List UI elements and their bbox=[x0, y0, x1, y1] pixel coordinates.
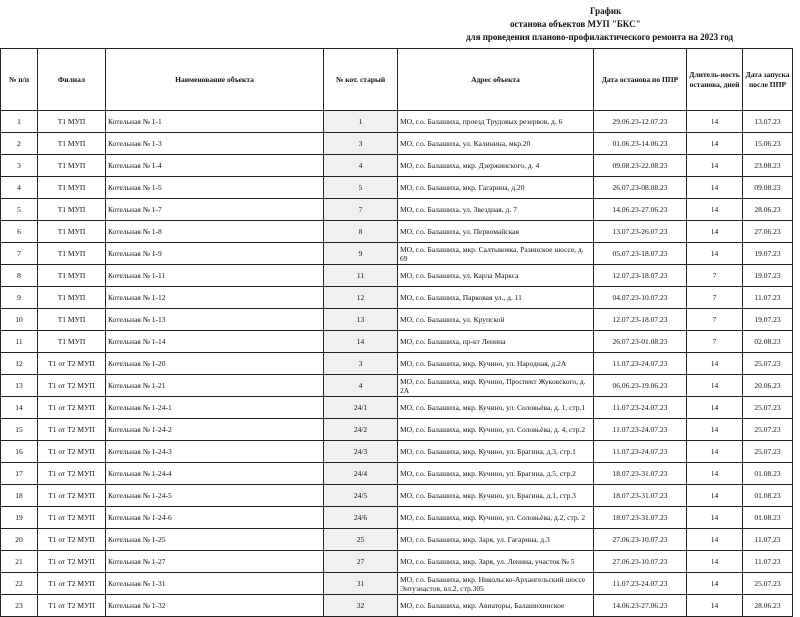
cell-stop-date: 12.07.23-18.07.23 bbox=[594, 265, 687, 287]
cell-branch: Т1 от Т2 МУП bbox=[38, 485, 106, 507]
cell-old-num: 14 bbox=[324, 331, 398, 353]
cell-object-name: Котельная № 1-1 bbox=[106, 111, 324, 133]
table-row bbox=[1, 419, 793, 441]
table-row bbox=[1, 243, 793, 265]
cell-stop-date: 05.07.23-18.07.23 bbox=[594, 243, 687, 265]
table-row bbox=[1, 177, 793, 199]
cell-old-num: 24/6 bbox=[324, 507, 398, 529]
cell-address: МО, г.о. Балашиха, мкр. Кучино, ул. Брагина, д.1, стр.3 bbox=[398, 485, 594, 507]
cell-stop-date: 06.06.23-19.06.23 bbox=[594, 375, 687, 397]
cell-address: МО, г.о. Балашиха, мкр. Кучино, ул. Соловьёва, д.2, стр. 2 bbox=[398, 507, 594, 529]
cell-branch: Т1 от Т2 МУП bbox=[38, 595, 106, 617]
cell-num: 12 bbox=[1, 353, 38, 375]
table-row bbox=[1, 265, 793, 287]
cell-object-name: Котельная № 1-24-4 bbox=[106, 463, 324, 485]
cell-num: 5 bbox=[1, 199, 38, 221]
cell-branch: Т1 МУП bbox=[38, 243, 106, 265]
cell-start-date: 19.07.23 bbox=[743, 309, 793, 331]
cell-duration: 14 bbox=[687, 133, 743, 155]
cell-branch: Т1 МУП bbox=[38, 199, 106, 221]
cell-start-date: 23.08.23 bbox=[743, 155, 793, 177]
cell-object-name: Котельная № 1-24-1 bbox=[106, 397, 324, 419]
cell-object-name: Котельная № 1-24-6 bbox=[106, 507, 324, 529]
cell-address: МО, г.о. Балашиха, мкр. Кучино, ул. Соловьёва, д. 1, стр.1 bbox=[398, 397, 594, 419]
cell-old-num: 9 bbox=[324, 243, 398, 265]
cell-old-num: 24/3 bbox=[324, 441, 398, 463]
cell-num: 3 bbox=[1, 155, 38, 177]
cell-old-num: 3 bbox=[324, 133, 398, 155]
cell-duration: 14 bbox=[687, 353, 743, 375]
cell-address: МО, г.о. Балашиха, пр-кт Ленина bbox=[398, 331, 594, 353]
cell-address: МО, г.о. Балашиха, ул. Калинина, мкр.20 bbox=[398, 133, 594, 155]
cell-num: 22 bbox=[1, 573, 38, 595]
cell-old-num: 24/2 bbox=[324, 419, 398, 441]
cell-num: 18 bbox=[1, 485, 38, 507]
cell-num: 19 bbox=[1, 507, 38, 529]
cell-object-name: Котельная № 1-24-2 bbox=[106, 419, 324, 441]
cell-duration: 14 bbox=[687, 463, 743, 485]
cell-start-date: 15.06.23 bbox=[743, 133, 793, 155]
document-title bbox=[0, 2, 800, 48]
cell-duration: 7 bbox=[687, 309, 743, 331]
cell-stop-date: 04.07.23-10.07.23 bbox=[594, 287, 687, 309]
cell-stop-date: 14.06.23-27.06.23 bbox=[594, 595, 687, 617]
cell-old-num: 11 bbox=[324, 265, 398, 287]
cell-branch: Т1 от Т2 МУП bbox=[38, 507, 106, 529]
cell-object-name: Котельная № 1-4 bbox=[106, 155, 324, 177]
cell-branch: Т1 от Т2 МУП bbox=[38, 375, 106, 397]
cell-stop-date: 12.07.23-18.07.23 bbox=[594, 309, 687, 331]
cell-branch: Т1 МУП bbox=[38, 265, 106, 287]
cell-stop-date: 11.07.23-24.07.23 bbox=[594, 573, 687, 595]
cell-old-num: 4 bbox=[324, 155, 398, 177]
title-line-2: останова объектов МУП "БКС" bbox=[510, 19, 641, 29]
cell-address: МО, г.о. Балашиха, мкр. Кучино, ул. Брагина, д.5, стр.2 bbox=[398, 463, 594, 485]
cell-stop-date: 18.07.23-31.07.23 bbox=[594, 485, 687, 507]
cell-branch: Т1 от Т2 МУП bbox=[38, 441, 106, 463]
cell-address: МО, г.о. Балашиха, проезд Трудовых резервов, д. 6 bbox=[398, 111, 594, 133]
cell-num: 7 bbox=[1, 243, 38, 265]
cell-object-name: Котельная № 1-11 bbox=[106, 265, 324, 287]
table-row bbox=[1, 485, 793, 507]
cell-duration: 14 bbox=[687, 375, 743, 397]
cell-old-num: 27 bbox=[324, 551, 398, 573]
cell-branch: Т1 МУП bbox=[38, 155, 106, 177]
table-row bbox=[1, 133, 793, 155]
cell-duration: 14 bbox=[687, 485, 743, 507]
cell-old-num: 13 bbox=[324, 309, 398, 331]
col-header-start-date: Дата запуска после ППР bbox=[743, 49, 793, 111]
cell-num: 8 bbox=[1, 265, 38, 287]
col-header-num: № п/п bbox=[1, 49, 38, 111]
cell-address: МО, г.о. Балашиха, мкр. Никольско-Архангельский шоссе Энтузиастов, вл.2, стр.305 bbox=[398, 573, 594, 595]
cell-stop-date: 11.07.23-24.07.23 bbox=[594, 441, 687, 463]
cell-address: МО, г.о. Балашиха, мкр. Дзержинского, д. 4 bbox=[398, 155, 594, 177]
col-header-name: Наименование объекта bbox=[106, 49, 324, 111]
cell-num: 9 bbox=[1, 287, 38, 309]
cell-branch: Т1 МУП bbox=[38, 331, 106, 353]
cell-duration: 14 bbox=[687, 111, 743, 133]
cell-address: МО, г.о. Балашиха, мкр. Салтыковка, Разинское шоссе, д. 69 bbox=[398, 243, 594, 265]
cell-duration: 14 bbox=[687, 221, 743, 243]
schedule-table bbox=[0, 48, 793, 617]
cell-object-name: Котельная № 1-27 bbox=[106, 551, 324, 573]
cell-duration: 14 bbox=[687, 419, 743, 441]
table-row bbox=[1, 595, 793, 617]
cell-start-date: 13.07.23 bbox=[743, 111, 793, 133]
cell-object-name: Котельная № 1-24-3 bbox=[106, 441, 324, 463]
cell-old-num: 4 bbox=[324, 375, 398, 397]
cell-branch: Т1 МУП bbox=[38, 309, 106, 331]
table-row bbox=[1, 353, 793, 375]
cell-old-num: 24/4 bbox=[324, 463, 398, 485]
cell-start-date: 19.07.23 bbox=[743, 243, 793, 265]
cell-object-name: Котельная № 1-24-5 bbox=[106, 485, 324, 507]
table-row bbox=[1, 441, 793, 463]
cell-duration: 7 bbox=[687, 265, 743, 287]
cell-num: 4 bbox=[1, 177, 38, 199]
cell-address: МО, г.о. Балашиха, ул. Первомайская bbox=[398, 221, 594, 243]
cell-object-name: Котельная № 1-25 bbox=[106, 529, 324, 551]
cell-old-num: 1 bbox=[324, 111, 398, 133]
cell-duration: 14 bbox=[687, 529, 743, 551]
cell-stop-date: 11.07.23-24.07.23 bbox=[594, 353, 687, 375]
cell-num: 17 bbox=[1, 463, 38, 485]
cell-duration: 14 bbox=[687, 243, 743, 265]
cell-address: МО, г.о. Балашиха, мкр. Заря, ул. Гагарина, д.3 bbox=[398, 529, 594, 551]
cell-stop-date: 01.06.23-14.06.23 bbox=[594, 133, 687, 155]
cell-branch: Т1 от Т2 МУП bbox=[38, 463, 106, 485]
cell-old-num: 3 bbox=[324, 353, 398, 375]
cell-stop-date: 11.07.23-24.07.23 bbox=[594, 419, 687, 441]
table-row bbox=[1, 507, 793, 529]
cell-branch: Т1 от Т2 МУП bbox=[38, 397, 106, 419]
cell-duration: 14 bbox=[687, 155, 743, 177]
cell-num: 11 bbox=[1, 331, 38, 353]
cell-object-name: Котельная № 1-5 bbox=[106, 177, 324, 199]
table-row bbox=[1, 463, 793, 485]
cell-address: МО, г.о. Балашиха, мкр. Заря, ул. Ленина, участок № 5 bbox=[398, 551, 594, 573]
cell-start-date: 02.08.23 bbox=[743, 331, 793, 353]
cell-old-num: 25 bbox=[324, 529, 398, 551]
cell-start-date: 25.07.23 bbox=[743, 573, 793, 595]
table-row bbox=[1, 529, 793, 551]
cell-stop-date: 26.07.23-01.08.23 bbox=[594, 331, 687, 353]
cell-duration: 14 bbox=[687, 551, 743, 573]
cell-object-name: Котельная № 1-31 bbox=[106, 573, 324, 595]
cell-start-date: 11.07.23 bbox=[743, 529, 793, 551]
cell-address: МО, г.о. Балашиха, мкр. Кучино, Проспект Жуковского, д. 2А bbox=[398, 375, 594, 397]
table-row bbox=[1, 309, 793, 331]
cell-object-name: Котельная № 1-3 bbox=[106, 133, 324, 155]
cell-start-date: 25.07.23 bbox=[743, 419, 793, 441]
cell-stop-date: 11.07.23-24.07.23 bbox=[594, 397, 687, 419]
cell-num: 6 bbox=[1, 221, 38, 243]
cell-stop-date: 09.08.23-22.08.23 bbox=[594, 155, 687, 177]
cell-start-date: 25.07.23 bbox=[743, 441, 793, 463]
table-row bbox=[1, 199, 793, 221]
cell-stop-date: 26.07.23-08.08.23 bbox=[594, 177, 687, 199]
cell-duration: 14 bbox=[687, 397, 743, 419]
cell-address: МО, г.о. Балашиха, Парковая ул., д. 11 bbox=[398, 287, 594, 309]
cell-duration: 14 bbox=[687, 199, 743, 221]
cell-start-date: 01.08.23 bbox=[743, 485, 793, 507]
cell-stop-date: 27.06.23-10.07.23 bbox=[594, 551, 687, 573]
cell-start-date: 01.08.23 bbox=[743, 463, 793, 485]
cell-duration: 7 bbox=[687, 287, 743, 309]
table-row bbox=[1, 397, 793, 419]
cell-branch: Т1 от Т2 МУП bbox=[38, 419, 106, 441]
table-row bbox=[1, 573, 793, 595]
title-line-1: График bbox=[590, 6, 622, 16]
table-row bbox=[1, 111, 793, 133]
cell-stop-date: 29.06.23-12.07.23 bbox=[594, 111, 687, 133]
cell-object-name: Котельная № 1-13 bbox=[106, 309, 324, 331]
cell-address: МО, г.о. Балашиха, мкр. Кучино, ул. Народная, д.2А bbox=[398, 353, 594, 375]
table-row bbox=[1, 331, 793, 353]
cell-num: 14 bbox=[1, 397, 38, 419]
cell-duration: 7 bbox=[687, 331, 743, 353]
cell-branch: Т1 от Т2 МУП bbox=[38, 353, 106, 375]
cell-branch: Т1 от Т2 МУП bbox=[38, 529, 106, 551]
cell-start-date: 28.06.23 bbox=[743, 595, 793, 617]
title-line-3: для проведения планово-профилактического ремонта на 2023 год bbox=[466, 32, 734, 42]
cell-object-name: Котельная № 1-21 bbox=[106, 375, 324, 397]
cell-old-num: 32 bbox=[324, 595, 398, 617]
cell-branch: Т1 МУП bbox=[38, 111, 106, 133]
cell-stop-date: 13.07.23-26.07.23 bbox=[594, 221, 687, 243]
table-row bbox=[1, 551, 793, 573]
cell-branch: Т1 от Т2 МУП bbox=[38, 551, 106, 573]
cell-object-name: Котельная № 1-8 bbox=[106, 221, 324, 243]
cell-branch: Т1 от Т2 МУП bbox=[38, 573, 106, 595]
cell-object-name: Котельная № 1-12 bbox=[106, 287, 324, 309]
table-row bbox=[1, 155, 793, 177]
cell-object-name: Котельная № 1-9 bbox=[106, 243, 324, 265]
cell-stop-date: 18.07.23-31.07.23 bbox=[594, 463, 687, 485]
table-row bbox=[1, 287, 793, 309]
col-header-duration: Длитель-ность останова, дней bbox=[687, 49, 743, 111]
cell-object-name: Котельная № 1-7 bbox=[106, 199, 324, 221]
col-header-address: Адрес объекта bbox=[398, 49, 594, 111]
cell-start-date: 25.07.23 bbox=[743, 353, 793, 375]
cell-old-num: 8 bbox=[324, 221, 398, 243]
cell-num: 23 bbox=[1, 595, 38, 617]
cell-duration: 14 bbox=[687, 177, 743, 199]
cell-start-date: 11.07.23 bbox=[743, 287, 793, 309]
cell-old-num: 7 bbox=[324, 199, 398, 221]
cell-start-date: 09.08.23 bbox=[743, 177, 793, 199]
cell-duration: 14 bbox=[687, 595, 743, 617]
cell-address: МО, г.о. Балашиха, мкр. Кучино, ул. Соловьёва, д. 4, стр.2 bbox=[398, 419, 594, 441]
cell-stop-date: 27.06.23-10.07.23 bbox=[594, 529, 687, 551]
table-row bbox=[1, 375, 793, 397]
header-row bbox=[1, 49, 793, 111]
cell-start-date: 01.08.23 bbox=[743, 507, 793, 529]
col-header-old-num: № кот. старый bbox=[324, 49, 398, 111]
cell-stop-date: 14.06.23-27.06.23 bbox=[594, 199, 687, 221]
cell-num: 16 bbox=[1, 441, 38, 463]
col-header-stop-date: Дата останова по ППР bbox=[594, 49, 687, 111]
table-row bbox=[1, 221, 793, 243]
cell-branch: Т1 МУП bbox=[38, 133, 106, 155]
cell-start-date: 19.07.23 bbox=[743, 265, 793, 287]
cell-start-date: 27.06.23 bbox=[743, 221, 793, 243]
cell-start-date: 28.06.23 bbox=[743, 199, 793, 221]
cell-address: МО, г.о. Балашиха, мкр. Кучино, ул. Брагина, д.3, стр.1 bbox=[398, 441, 594, 463]
col-header-branch: Филиал bbox=[38, 49, 106, 111]
cell-address: МО, г.о. Балашиха, ул. Карла Маркса bbox=[398, 265, 594, 287]
cell-duration: 14 bbox=[687, 573, 743, 595]
cell-num: 21 bbox=[1, 551, 38, 573]
cell-num: 20 bbox=[1, 529, 38, 551]
cell-old-num: 12 bbox=[324, 287, 398, 309]
cell-address: МО, г.о. Балашиха, мкр. Авиаторы, Балашихинское bbox=[398, 595, 594, 617]
cell-stop-date: 18.07.23-31.07.23 bbox=[594, 507, 687, 529]
cell-duration: 14 bbox=[687, 441, 743, 463]
cell-num: 2 bbox=[1, 133, 38, 155]
cell-start-date: 25.07.23 bbox=[743, 397, 793, 419]
cell-duration: 14 bbox=[687, 507, 743, 529]
cell-old-num: 5 bbox=[324, 177, 398, 199]
cell-object-name: Котельная № 1-14 bbox=[106, 331, 324, 353]
cell-old-num: 24/5 bbox=[324, 485, 398, 507]
cell-branch: Т1 МУП bbox=[38, 177, 106, 199]
cell-num: 1 bbox=[1, 111, 38, 133]
cell-start-date: 11.07.23 bbox=[743, 551, 793, 573]
cell-old-num: 24/1 bbox=[324, 397, 398, 419]
cell-old-num: 31 bbox=[324, 573, 398, 595]
cell-num: 13 bbox=[1, 375, 38, 397]
cell-address: МО, г.о. Балашиха, мкр. Гагарина, д.20 bbox=[398, 177, 594, 199]
cell-num: 15 bbox=[1, 419, 38, 441]
cell-object-name: Котельная № 1-20 bbox=[106, 353, 324, 375]
cell-object-name: Котельная № 1-32 bbox=[106, 595, 324, 617]
cell-num: 10 bbox=[1, 309, 38, 331]
cell-address: МО, г.о. Балашиха, ул. Крупской bbox=[398, 309, 594, 331]
cell-start-date: 20.06.23 bbox=[743, 375, 793, 397]
cell-branch: Т1 МУП bbox=[38, 221, 106, 243]
cell-address: МО, г.о. Балашиха, ул. Звездная, д. 7 bbox=[398, 199, 594, 221]
cell-branch: Т1 МУП bbox=[38, 287, 106, 309]
